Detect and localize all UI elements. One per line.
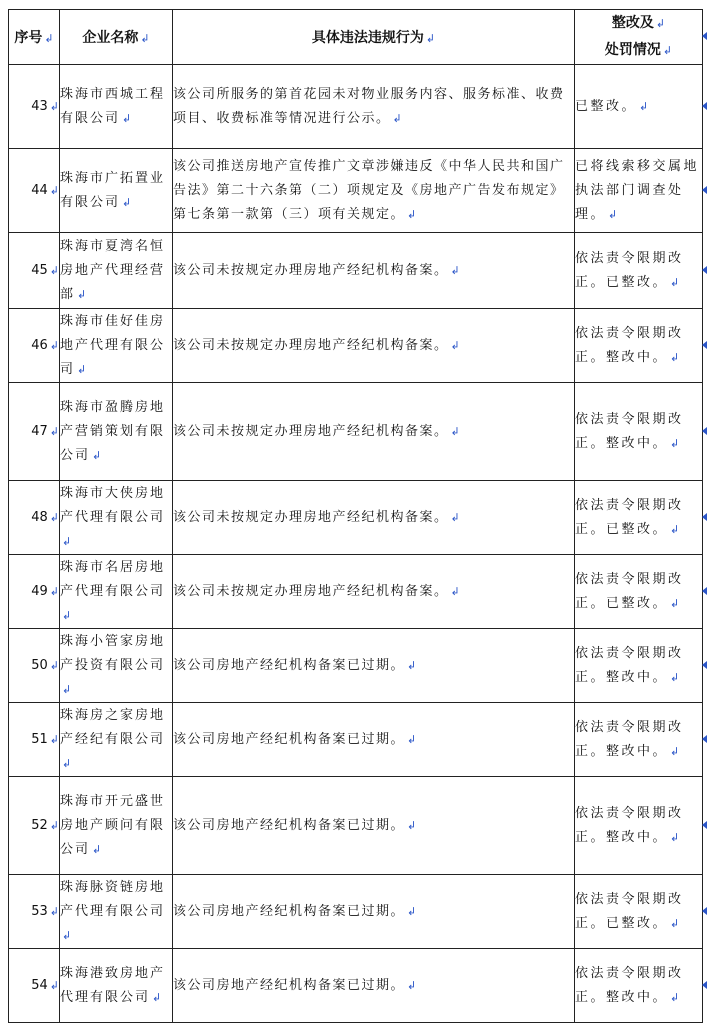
table-row bbox=[9, 629, 703, 703]
header-result: 整改及 ↲ 处罚情况 ↲ bbox=[575, 10, 703, 65]
company-name: 珠海市广拓置业有限公司 ↲ bbox=[60, 149, 173, 233]
result-text: 依法责令限期改正。整改中。 ↲ bbox=[575, 383, 703, 481]
row-end-marker bbox=[702, 661, 708, 669]
table-row bbox=[9, 703, 703, 777]
violation-text: 该公司房地产经纪机构备案已过期。 ↲ bbox=[173, 875, 575, 949]
row-number: 52 ↲ bbox=[9, 777, 60, 875]
row-end-marker bbox=[702, 102, 708, 110]
company-name: 珠海市大侠房地产代理有限公司↲ bbox=[60, 481, 173, 555]
result-text: 已将线索移交属地执法部门调查处理。 ↲ bbox=[575, 149, 703, 233]
row-end-marker bbox=[702, 735, 708, 743]
violation-text: 该公司房地产经纪机构备案已过期。 ↲ bbox=[173, 949, 575, 1023]
company-name: 珠海市名居房地产代理有限公司↲ bbox=[60, 555, 173, 629]
result-text: 依法责令限期改正。已整改。 ↲ bbox=[575, 233, 703, 309]
table-row bbox=[9, 555, 703, 629]
row-number: 54 ↲ bbox=[9, 949, 60, 1023]
row-end-marker bbox=[702, 981, 708, 989]
table-row bbox=[9, 309, 703, 383]
result-text: 依法责令限期改正。整改中。 ↲ bbox=[575, 703, 703, 777]
table-row bbox=[9, 949, 703, 1023]
table-header-row bbox=[9, 10, 703, 65]
table-row bbox=[9, 149, 703, 233]
row-number: 50 ↲ bbox=[9, 629, 60, 703]
company-name: 珠海市盈腾房地产营销策划有限公司 ↲ bbox=[60, 383, 173, 481]
table-row bbox=[9, 65, 703, 149]
row-end-marker bbox=[702, 32, 708, 40]
row-number: 49 ↲ bbox=[9, 555, 60, 629]
result-text: 依法责令限期改正。整改中。 ↲ bbox=[575, 629, 703, 703]
table-row bbox=[9, 777, 703, 875]
violation-text: 该公司推送房地产宣传推广文章涉嫌违反《中华人民共和国广告法》第二十六条第（二）项规定及《房地产广告发布规定》第七条第一款第（三）项有关规定。 ↲ bbox=[173, 149, 575, 233]
row-end-marker bbox=[702, 266, 708, 274]
violation-text: 该公司未按规定办理房地产经纪机构备案。 ↲ bbox=[173, 309, 575, 383]
result-text: 依法责令限期改正。整改中。 ↲ bbox=[575, 309, 703, 383]
row-end-marker bbox=[702, 341, 708, 349]
row-number: 51 ↲ bbox=[9, 703, 60, 777]
result-text: 依法责令限期改正。整改中。 ↲ bbox=[575, 777, 703, 875]
row-number: 46 ↲ bbox=[9, 309, 60, 383]
result-text: 依法责令限期改正。已整改。 ↲ bbox=[575, 875, 703, 949]
row-end-marker bbox=[702, 587, 708, 595]
company-name: 珠海房之家房地产经纪有限公司↲ bbox=[60, 703, 173, 777]
violation-text: 该公司所服务的第首花园未对物业服务内容、服务标准、收费项目、收费标准等情况进行公示。 ↲ bbox=[173, 65, 575, 149]
table-row bbox=[9, 481, 703, 555]
result-text: 依法责令限期改正。已整改。 ↲ bbox=[575, 481, 703, 555]
result-text: 依法责令限期改正。整改中。 ↲ bbox=[575, 949, 703, 1023]
row-number: 48 ↲ bbox=[9, 481, 60, 555]
violation-text: 该公司未按规定办理房地产经纪机构备案。 ↲ bbox=[173, 233, 575, 309]
row-end-marker bbox=[702, 821, 708, 829]
row-number: 47 ↲ bbox=[9, 383, 60, 481]
company-name: 珠海港致房地产代理有限公司 ↲ bbox=[60, 949, 173, 1023]
company-name: 珠海市夏湾名恒房地产代理经营部 ↲ bbox=[60, 233, 173, 309]
company-name: 珠海市佳好佳房地产代理有限公司 ↲ bbox=[60, 309, 173, 383]
table-row bbox=[9, 383, 703, 481]
row-end-marker bbox=[702, 186, 708, 194]
row-number: 53 ↲ bbox=[9, 875, 60, 949]
row-end-marker bbox=[702, 427, 708, 435]
violation-text: 该公司房地产经纪机构备案已过期。 ↲ bbox=[173, 629, 575, 703]
violation-text: 该公司房地产经纪机构备案已过期。 ↲ bbox=[173, 703, 575, 777]
row-number: 45 ↲ bbox=[9, 233, 60, 309]
result-text: 已整改。 ↲ bbox=[575, 65, 703, 149]
violation-text: 该公司未按规定办理房地产经纪机构备案。 ↲ bbox=[173, 555, 575, 629]
violation-text: 该公司未按规定办理房地产经纪机构备案。 ↲ bbox=[173, 481, 575, 555]
company-name: 珠海脉资链房地产代理有限公司↲ bbox=[60, 875, 173, 949]
violations-table bbox=[8, 9, 703, 1023]
table-row bbox=[9, 875, 703, 949]
company-name: 珠海小管家房地产投资有限公司↲ bbox=[60, 629, 173, 703]
row-number: 43 ↲ bbox=[9, 65, 60, 149]
company-name: 珠海市西城工程有限公司 ↲ bbox=[60, 65, 173, 149]
header-no: 序号 ↲ bbox=[9, 10, 60, 65]
row-end-marker bbox=[702, 513, 708, 521]
result-text: 依法责令限期改正。已整改。 ↲ bbox=[575, 555, 703, 629]
violation-text: 该公司房地产经纪机构备案已过期。 ↲ bbox=[173, 777, 575, 875]
row-end-marker bbox=[702, 907, 708, 915]
header-company: 企业名称 ↲ bbox=[60, 10, 173, 65]
company-name: 珠海市开元盛世房地产顾问有限公司 ↲ bbox=[60, 777, 173, 875]
row-number: 44 ↲ bbox=[9, 149, 60, 233]
header-violation: 具体违法违规行为 ↲ bbox=[173, 10, 575, 65]
violation-text: 该公司未按规定办理房地产经纪机构备案。 ↲ bbox=[173, 383, 575, 481]
table-row bbox=[9, 233, 703, 309]
